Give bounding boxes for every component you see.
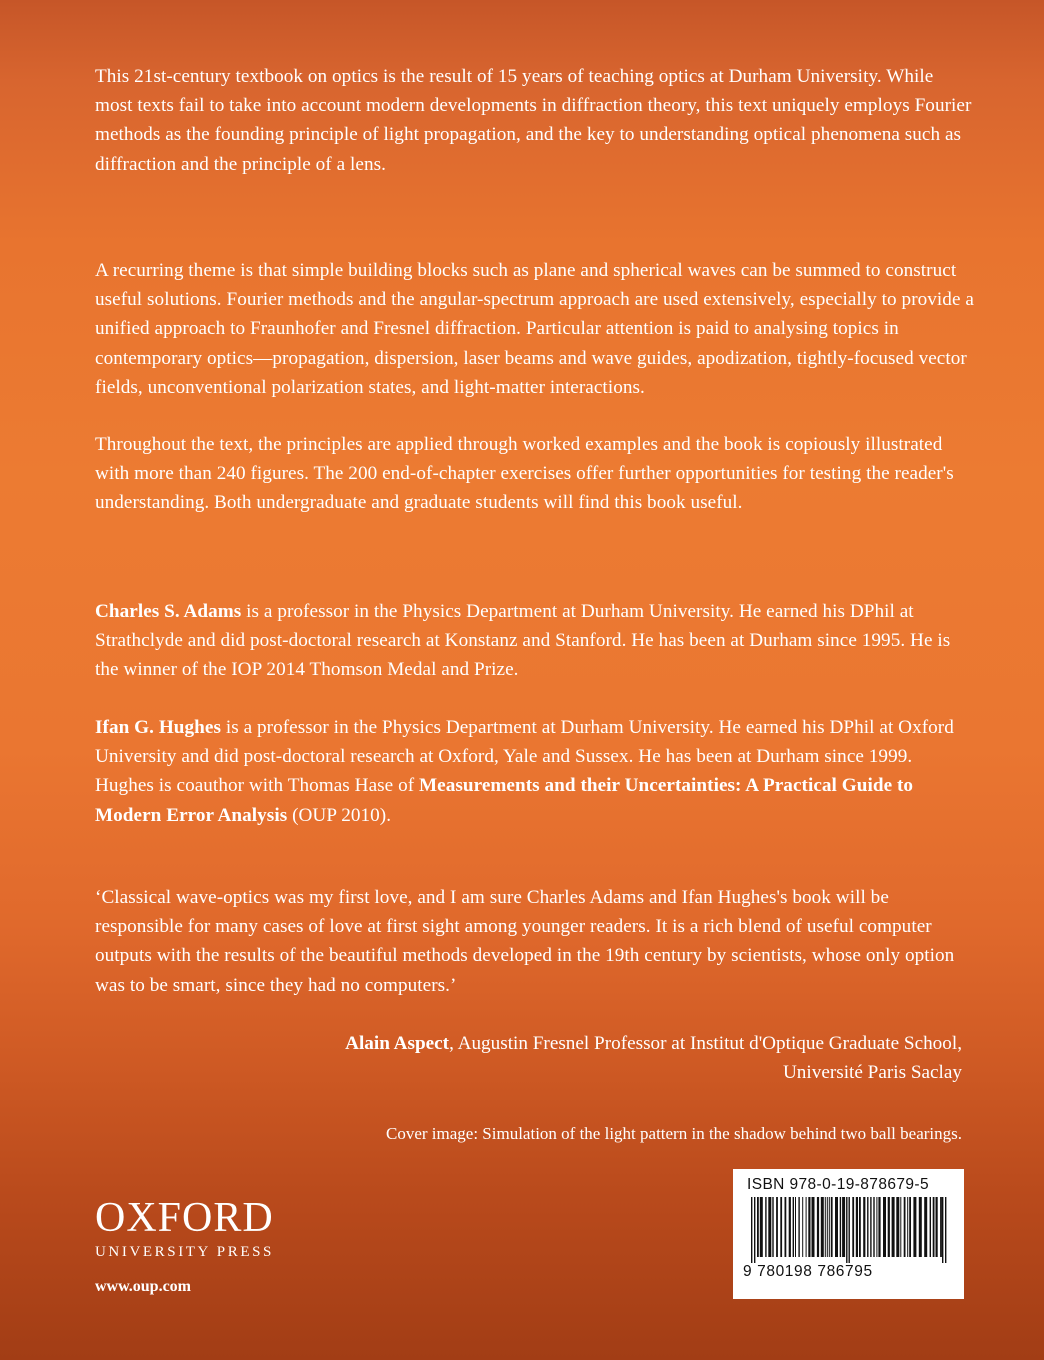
barcode-bar [760, 1197, 763, 1257]
barcode-bar [831, 1197, 833, 1257]
barcode-bar [930, 1197, 931, 1257]
endorsement-quote: ‘Classical wave-optics was my first love, and I am sure Charles Adams and Ifan Hughes's book will be responsible for many cases of love at first sight among younger readers. It is a rich blend of useful computer outputs with the results of the beautiful methods developed in the 19th century by scientists, whose only option was to be smart, since they had no computers.’ [95, 887, 955, 996]
logo-wordmark: OXFORD [95, 1195, 274, 1241]
endorser-affiliation-line-2: Université Paris Saclay [782, 1062, 962, 1083]
barcode-bar [900, 1197, 901, 1257]
cover-image-caption: Cover image: Simulation of the light pattern in the shadow behind two ball bearings. [386, 1124, 962, 1143]
barcode-bar [878, 1197, 880, 1257]
barcode-bar [892, 1197, 895, 1257]
barcode-bar [867, 1197, 868, 1257]
barcode-bar [924, 1197, 927, 1257]
barcode-bar [913, 1197, 916, 1257]
barcode-bar [907, 1197, 908, 1257]
barcode-bar [776, 1197, 778, 1257]
barcode-bars [741, 1197, 956, 1263]
barcode-bar [888, 1197, 890, 1257]
barcode-bar [835, 1197, 838, 1257]
isbn-label: ISBN 978-0-19-878679-5 [747, 1176, 929, 1193]
publisher-url: www.oup.com [95, 1278, 192, 1295]
barcode-bar [933, 1197, 935, 1257]
description-paragraph-2: A recurring theme is that simple building blocks such as plane and spherical waves can be summed to construct useful solutions. Fourier methods and the angular-spectrum approach are used extensively, especially to provide a unified approach to Fraunhofer and Fresnel diffraction. Particular attention is paid to analysing topics in contemporary optics—propagation, dispersion, laser beams and wave guides, apodization, tightly-focused vector fields, unconventional polarization states, and light-matter interactions. [95, 260, 974, 398]
barcode-bar [827, 1197, 828, 1257]
barcode-digits: 9 780198 786795 [743, 1263, 873, 1280]
endorsement-attribution [202, 1029, 962, 1058]
barcode-bar [795, 1197, 796, 1257]
barcode-bar [859, 1197, 861, 1257]
description-paragraph-3: Throughout the text, the principles are applied through worked examples and the book is copiously illustrated with more than 240 figures. The 200 end-of-chapter exercises offer further opportunities for testing the reader's understanding. Both undergraduate and graduate students will find this book useful. [95, 434, 954, 514]
barcode-bar [849, 1197, 850, 1263]
barcode-bar [765, 1197, 766, 1257]
barcode-bar [821, 1197, 824, 1257]
barcode-bar [876, 1197, 877, 1257]
author-bio-hughes [95, 713, 975, 830]
related-book-title: Measurements and their Uncertainties: A Practical Guide to Modern Error Analysis [95, 775, 914, 826]
barcode-bar [789, 1197, 791, 1257]
isbn-barcode [733, 1169, 964, 1299]
barcode-bar [812, 1197, 815, 1257]
related-book-note: (OUP 2010). [287, 804, 392, 826]
author-bio-text: is a professor in the Physics Department at Durham University. He earned his DPhil at Strathclyde and did post-doctoral research at Konstanz and Stanford. He has been at Durham since 1995. He is the winner of the IOP 2014 Thomson Medal and Prize. [95, 601, 951, 681]
barcode-bar [896, 1197, 899, 1257]
author-name: Charles S. Adams [95, 601, 242, 622]
barcode-bar [798, 1197, 799, 1257]
barcode-bar [842, 1197, 845, 1257]
description-paragraph-1: This 21st-century textbook on optics is the result of 15 years of teaching optics at Durham University. While most texts fail to take into account modern developments in diffraction theory, this text uniquely employs Fourier methods as the founding principle of light propagation, and the key to understanding optical phenomena such as diffraction and the principle of a lens. [95, 66, 972, 175]
barcode-bar [754, 1197, 755, 1263]
barcode-bar [873, 1197, 874, 1257]
barcode-bar [751, 1197, 752, 1263]
barcode-bar [772, 1197, 773, 1257]
barcode-bar [904, 1197, 906, 1257]
barcode-bar [806, 1197, 807, 1257]
barcode-bar [768, 1197, 771, 1257]
barcode-bar [936, 1197, 938, 1257]
author-name: Ifan G. Hughes [95, 717, 221, 738]
barcode-bar [780, 1197, 782, 1257]
barcode-bar [945, 1197, 946, 1263]
barcode-bar [942, 1197, 943, 1263]
barcode-bar [883, 1197, 886, 1257]
barcode-bar [856, 1197, 858, 1257]
barcode-bar [817, 1197, 819, 1257]
barcode-bar [919, 1197, 922, 1257]
barcode-bar [852, 1197, 854, 1257]
endorser-name: Alain Aspect [345, 1033, 450, 1054]
barcode-bar [793, 1197, 794, 1257]
author-bio-adams [95, 597, 975, 685]
barcode-bar [825, 1197, 826, 1257]
barcode-bar [829, 1197, 830, 1257]
barcode-bar [808, 1197, 810, 1257]
barcode-bar [863, 1197, 865, 1257]
publisher-logo [95, 1196, 295, 1262]
barcode-bar [757, 1197, 759, 1257]
barcode-bar [940, 1197, 942, 1257]
barcode-bar [870, 1197, 871, 1257]
author-bio-text: is a professor in the Physics Department at Durham University. He earned his DPhil at Oxford University and did post-doctoral research at Oxford, Yale and Sussex. He has been at Durham since 1999. Hughes is coauthor with Thomas Hase of [95, 717, 954, 797]
barcode-bar [785, 1197, 787, 1257]
barcode-bar [909, 1197, 911, 1257]
barcode-bar [846, 1197, 847, 1263]
endorser-affiliation: , Augustin Fresnel Professor at Institut d'Optique Graduate School, [449, 1033, 962, 1054]
barcode-bar [802, 1197, 803, 1257]
barcode-bar [840, 1197, 841, 1257]
logo-subtitle: UNIVERSITY PRESS [95, 1244, 274, 1260]
